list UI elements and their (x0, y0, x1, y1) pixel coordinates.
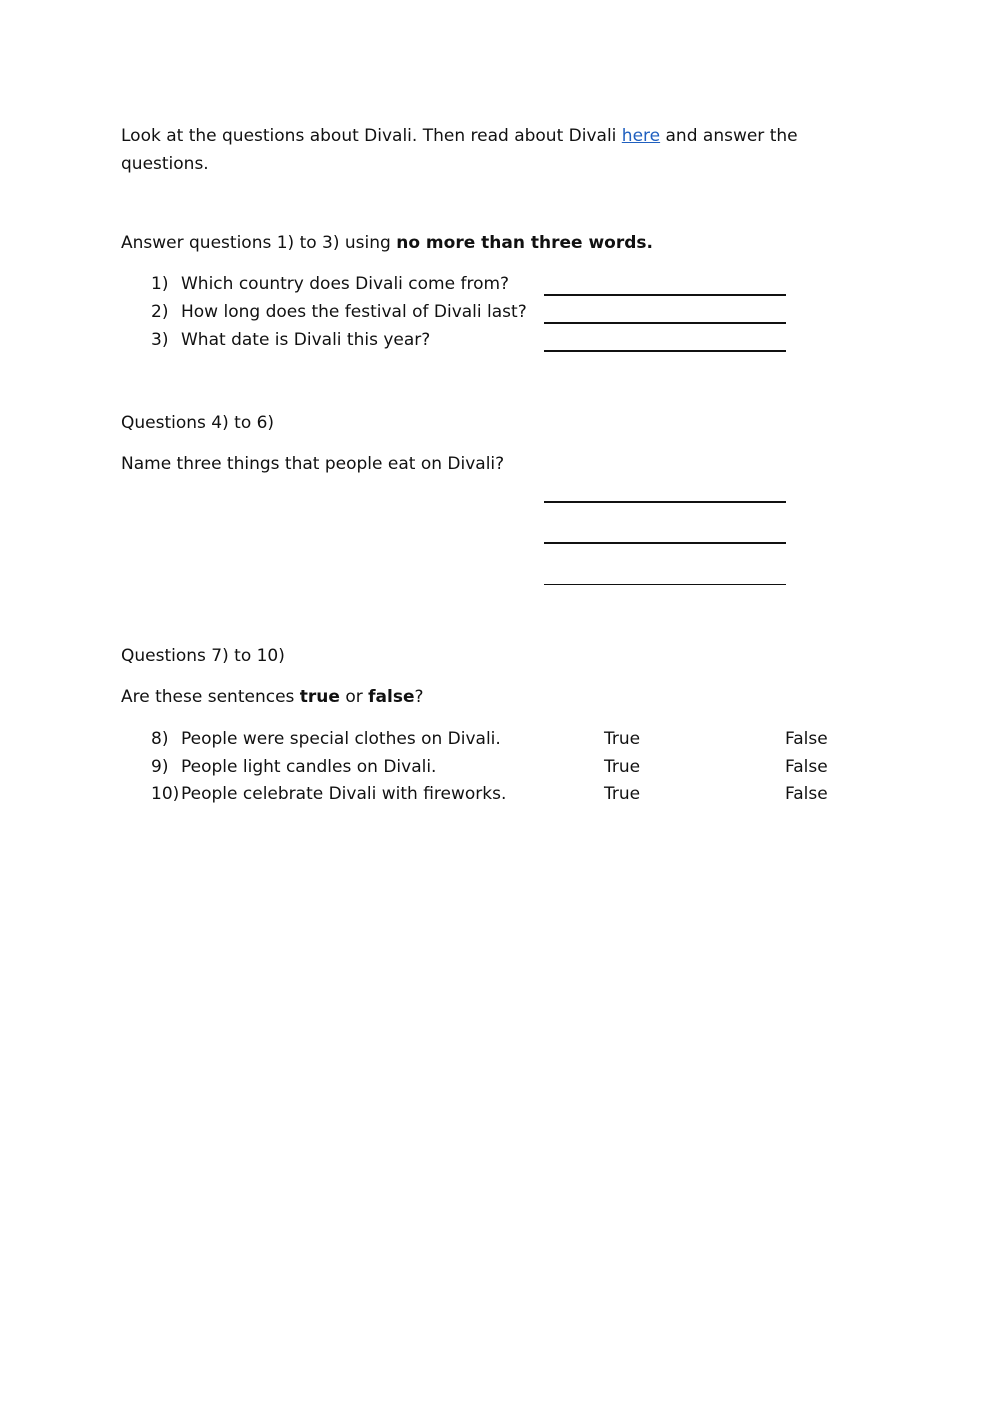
section2-prompt: Name three things that people eat on Divali? (121, 454, 505, 474)
statement-text: People were special clothes on Divali. (181, 729, 501, 749)
instruction-bold: no more than three words. (396, 233, 653, 253)
question-number: 2) (151, 302, 169, 322)
prompt-suffix: ? (414, 687, 424, 707)
question-text: What date is Divali this year? (181, 330, 431, 350)
question-number: 3) (151, 330, 169, 350)
section1-instruction (121, 233, 653, 253)
statement-number: 8) (151, 729, 169, 749)
intro-paragraph (121, 122, 821, 178)
instruction-prefix: Answer questions 1) to 3) using (121, 233, 397, 253)
statement-number: 10) (151, 784, 180, 804)
prompt-false-word: false (368, 687, 415, 707)
answer-line-2[interactable] (544, 322, 786, 324)
answer-line-3[interactable] (544, 350, 786, 352)
question-3 (151, 330, 430, 350)
statement-10 (151, 784, 506, 804)
statement-number: 9) (151, 757, 169, 777)
question-text: Which country does Divali come from? (181, 274, 510, 294)
statement-text: People light candles on Divali. (181, 757, 437, 777)
false-option-10[interactable]: False (785, 784, 828, 804)
statement-text: People celebrate Divali with fireworks. (181, 784, 507, 804)
prompt-prefix: Are these sentences (121, 687, 300, 707)
section2-heading: Questions 4) to 6) (121, 413, 275, 433)
statement-9 (151, 757, 436, 777)
true-option-10[interactable]: True (604, 784, 641, 804)
true-option-8[interactable]: True (604, 729, 641, 749)
question-2 (151, 302, 527, 322)
intro-text-before: Look at the questions about Divali. Then read about Divali (121, 126, 622, 146)
false-option-9[interactable]: False (785, 757, 828, 777)
statement-8 (151, 729, 501, 749)
here-link[interactable]: here (621, 126, 661, 146)
section3-heading: Questions 7) to 10) (121, 646, 285, 666)
answer-line-4[interactable] (544, 501, 786, 503)
question-text: How long does the festival of Divali last? (181, 302, 527, 322)
prompt-or: or (339, 687, 369, 707)
true-option-9[interactable]: True (604, 757, 641, 777)
question-number: 1) (151, 274, 169, 294)
answer-line-1[interactable] (544, 294, 786, 296)
answer-line-5[interactable] (544, 542, 786, 544)
answer-line-6[interactable] (544, 584, 786, 585)
false-option-8[interactable]: False (785, 729, 828, 749)
section3-prompt (121, 687, 424, 707)
question-1 (151, 274, 509, 294)
intro-text-after: and answer the questions. (121, 126, 798, 174)
prompt-true-word: true (299, 687, 340, 707)
